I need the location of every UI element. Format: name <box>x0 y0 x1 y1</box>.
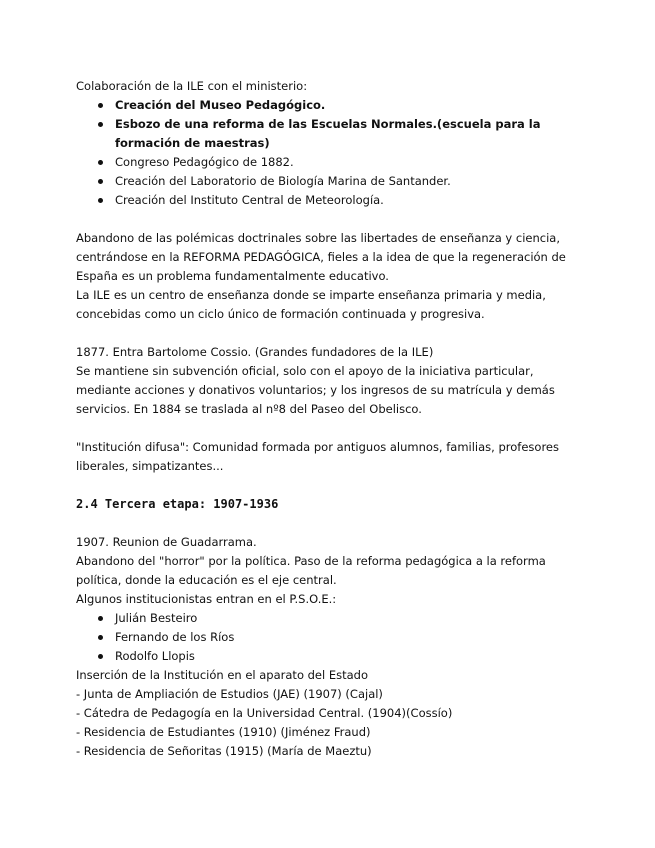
psoe-members-list <box>76 609 581 666</box>
spacer <box>76 419 581 438</box>
list-item: Congreso Pedagógico de 1882. <box>115 153 581 172</box>
funding-paragraph: Se mantiene sin subvención oficial, solo con el apoyo de la iniciativa particular, mediante acciones y donativos voluntarios; y los ingresos de su matrícula y demás servicios. En 1884 se traslada al nº8 del Paseo del Obelisco. <box>76 364 555 416</box>
list-item: Fernando de los Ríos <box>115 628 581 647</box>
list-item: Esbozo de una reforma de las Escuelas Normales.(escuela para la formación de maestras) <box>115 115 581 153</box>
list-item: Julián Besteiro <box>115 609 581 628</box>
cossio-line: 1877. Entra Bartolome Cossio. (Grandes fundadores de la ILE) <box>76 345 434 359</box>
institution-line: - Junta de Ampliación de Estudios (JAE) (1907) (Cajal) <box>76 687 383 701</box>
spacer <box>76 514 581 533</box>
institution-line: - Residencia de Estudiantes (1910) (Jiménez Fraud) <box>76 725 371 739</box>
institution-line: - Residencia de Señoritas (1915) (María de Maeztu) <box>76 744 372 758</box>
spacer <box>76 476 581 495</box>
spacer <box>76 210 581 229</box>
pedagogic-reform-paragraph: Abandono de las polémicas doctrinales sobre las libertades de enseñanza y ciencia, centrándose en la REFORMA PEDAGÓGICA, fieles a la idea de que la regeneración de España es un problema fundamentalmente educativo. <box>76 231 566 283</box>
psoe-intro: Algunos institucionistas entran en el P.S.O.E.: <box>76 592 337 606</box>
list-item: Rodolfo Llopis <box>115 647 581 666</box>
institucion-difusa-paragraph: "Institución difusa": Comunidad formada por antiguos alumnos, familias, profesores liberales, simpatizantes... <box>76 440 559 473</box>
ministry-collaboration-list <box>76 96 581 210</box>
section-heading: 2.4 Tercera etapa: 1907-1936 <box>76 497 279 511</box>
spacer <box>76 324 581 343</box>
state-insertion-line: Inserción de la Institución en el aparato del Estado <box>76 668 369 682</box>
ministry-collaboration-intro: Colaboración de la ILE con el ministerio: <box>76 79 308 93</box>
list-item: Creación del Laboratorio de Biología Marina de Santander. <box>115 172 581 191</box>
document-page <box>76 77 581 761</box>
ile-center-paragraph: La ILE es un centro de enseñanza donde se imparte enseñanza primaria y media, concebidas como un ciclo único de formación continuada y progresiva. <box>76 288 546 321</box>
institution-line: - Cátedra de Pedagogía en la Universidad Central. (1904)(Cossío) <box>76 706 453 720</box>
list-item: Creación del Instituto Central de Meteorología. <box>115 191 581 210</box>
political-reform-paragraph: Abandono del "horror" por la política. Paso de la reforma pedagógica a la reforma política, donde la educación es el eje central. <box>76 554 546 587</box>
list-item: Creación del Museo Pedagógico. <box>115 96 581 115</box>
guadarrama-line: 1907. Reunion de Guadarrama. <box>76 535 257 549</box>
